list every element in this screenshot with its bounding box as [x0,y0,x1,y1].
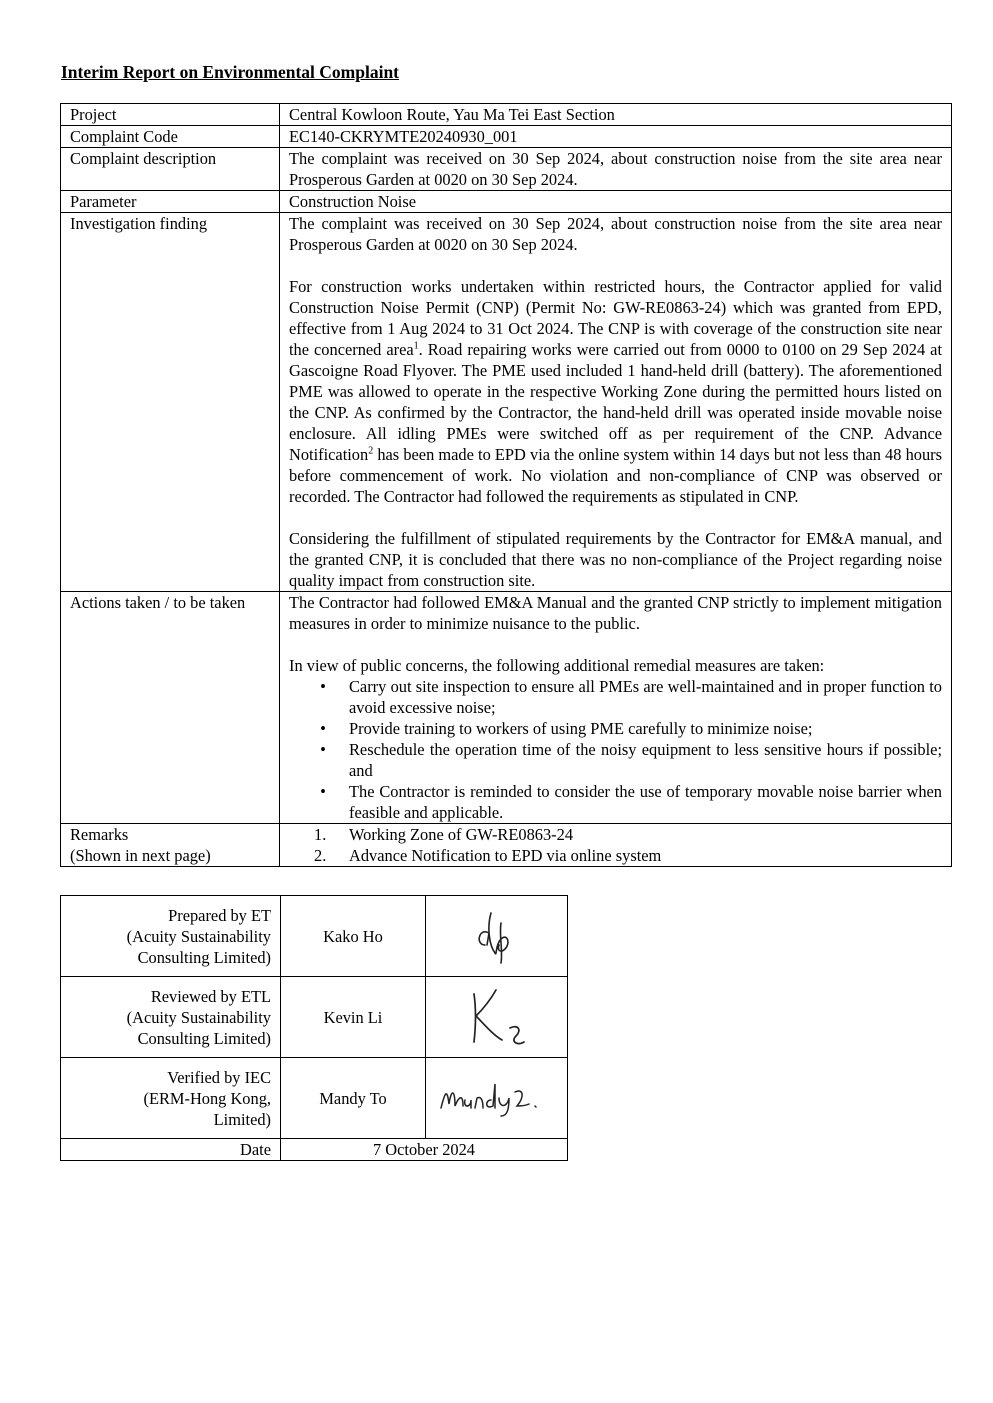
project-row [61,104,952,126]
reviewed-by-name: Kevin Li [281,977,426,1058]
list-item [320,676,942,718]
role-line: Consulting Limited) [137,947,271,967]
prepared-by-name: Kako Ho [281,896,426,977]
project-value: Central Kowloon Route, Yau Ma Tei East Section [280,104,952,126]
bullet-icon: • [320,719,326,738]
complaint-description-value: The complaint was received on 30 Sep 2024, about construction noise from the site area near Prosperous Garden at 0020 on 30 Sep 2024. [280,148,952,191]
actions-row [61,592,952,824]
parameter-value: Construction Noise [280,191,952,213]
remarks-label-line-1: Remarks [70,825,129,844]
role-line: (Acuity Sustainability [126,926,271,946]
actions-value [280,592,952,824]
signature-image [462,984,532,1050]
verified-by-row [61,1058,568,1139]
prepared-by-row [61,896,568,977]
complaint-description-row [61,148,952,191]
actions-label: Actions taken / to be taken [61,592,280,824]
signature-image [437,1078,557,1118]
list-item [320,718,942,739]
list-item-text: Reschedule the operation time of the noisy equipment to less sensitive hours if possible; and [349,740,942,780]
page-title: Interim Report on Environmental Complaint [61,62,400,82]
footnote-ref-2: 2 [368,445,374,457]
complaint-code-value: EC140-CKRYMTE20240930_001 [280,126,952,148]
reviewed-by-role [61,977,281,1058]
remarks-row [61,824,952,867]
list-item-text: The Contractor is reminded to consider the use of temporary movable noise barrier when feasible and applicable. [349,782,942,822]
list-number: 2. [314,846,327,865]
verified-by-signature [426,1058,568,1139]
complaint-code-label: Complaint Code [61,126,280,148]
role-line: Reviewed by ETL [150,986,271,1006]
role-line: Consulting Limited) [137,1028,271,1048]
investigation-text-c: has been made to EPD via the online system within 14 days but not less than 48 hours before commencement of work. No violation and non-compliance of CNP was observed or recorded. The Contractor had followed the requirements as stipulated in CNP. [289,445,942,506]
role-line: Limited) [213,1109,271,1129]
signature-table [60,895,568,1161]
investigation-finding [280,213,952,592]
remarks-value [280,824,952,867]
list-item [320,739,942,781]
list-item [320,781,942,823]
complaint-info-table [60,103,952,867]
list-item-text: Advance Notification to EPD via online system [349,846,662,865]
parameter-row [61,191,952,213]
project-label: Project [61,104,280,126]
actions-paragraph-2: In view of public concerns, the following additional remedial measures are taken: [289,656,825,675]
actions-paragraph-1: The Contractor had followed EM&A Manual and the granted CNP strictly to implement mitigation measures in order to minimize nuisance to the public. [289,593,942,633]
remarks-label-line-2: (Shown in next page) [70,846,211,865]
investigation-paragraph-3: Considering the fulfillment of stipulated requirements by the Contractor for EM&A manual, and the granted CNP, it is concluded that there was no non-compliance of the Project regarding noise quality impact from construction site. [289,529,942,590]
reviewed-by-row [61,977,568,1058]
role-line: (Acuity Sustainability [126,1007,271,1027]
investigation-row [61,213,952,592]
bullet-icon: • [320,782,326,801]
signature-image [467,905,527,967]
verified-by-role [61,1058,281,1139]
investigation-paragraph-2 [289,276,942,507]
parameter-label: Parameter [61,191,280,213]
remedial-measures-list [289,676,942,823]
date-label: Date [61,1139,281,1161]
investigation-text-b: . Road repairing works were carried out from 0000 to 0100 on 29 Sep 2024 at Gascoigne Road Flyover. The PME used included 1 hand-held drill (battery). The aforementioned PME was allowed to operate in the respective Working Zone during the permitted hours listed on the CNP. As confirmed by the Contractor, the hand-held drill was operated inside movable noise enclosure. All idling PMEs were switched off as per requirement of the CNP. Advance Notification [289,340,942,464]
date-row [61,1139,568,1161]
complaint-code-row [61,126,952,148]
investigation-paragraph-1: The complaint was received on 30 Sep 2024, about construction noise from the site area near Prosperous Garden at 0020 on 30 Sep 2024. [289,214,942,254]
role-line: Prepared by ET [168,905,271,925]
list-item-text: Provide training to workers of using PME carefully to minimize noise; [349,719,813,738]
bullet-icon: • [320,740,326,759]
verified-by-name: Mandy To [281,1058,426,1139]
complaint-description-label: Complaint description [61,148,280,191]
remarks-list [289,824,942,866]
remarks-label [61,824,280,867]
list-item-text: Working Zone of GW-RE0863-24 [349,825,574,844]
list-item [314,824,942,845]
investigation-label: Investigation finding [61,213,280,592]
prepared-by-role [61,896,281,977]
list-item [314,845,942,866]
date-value: 7 October 2024 [281,1139,568,1161]
role-line: Verified by IEC [167,1067,271,1087]
investigation-text-a: For construction works undertaken within restricted hours, the Contractor applied for valid Construction Noise Permit (CNP) (Permit No: GW-RE0863-24) which was granted from EPD, effective from 1 Aug 2024 to 31 Oct 2024. The CNP is with coverage of the construction site near the concerned area [289,277,942,359]
bullet-icon: • [320,677,326,696]
footnote-ref-1: 1 [413,340,419,352]
prepared-by-signature [426,896,568,977]
role-line: (ERM-Hong Kong, [143,1088,271,1108]
list-item-text: Carry out site inspection to ensure all PMEs are well-maintained and in proper function to avoid excessive noise; [349,677,942,717]
list-number: 1. [314,825,327,844]
reviewed-by-signature [426,977,568,1058]
